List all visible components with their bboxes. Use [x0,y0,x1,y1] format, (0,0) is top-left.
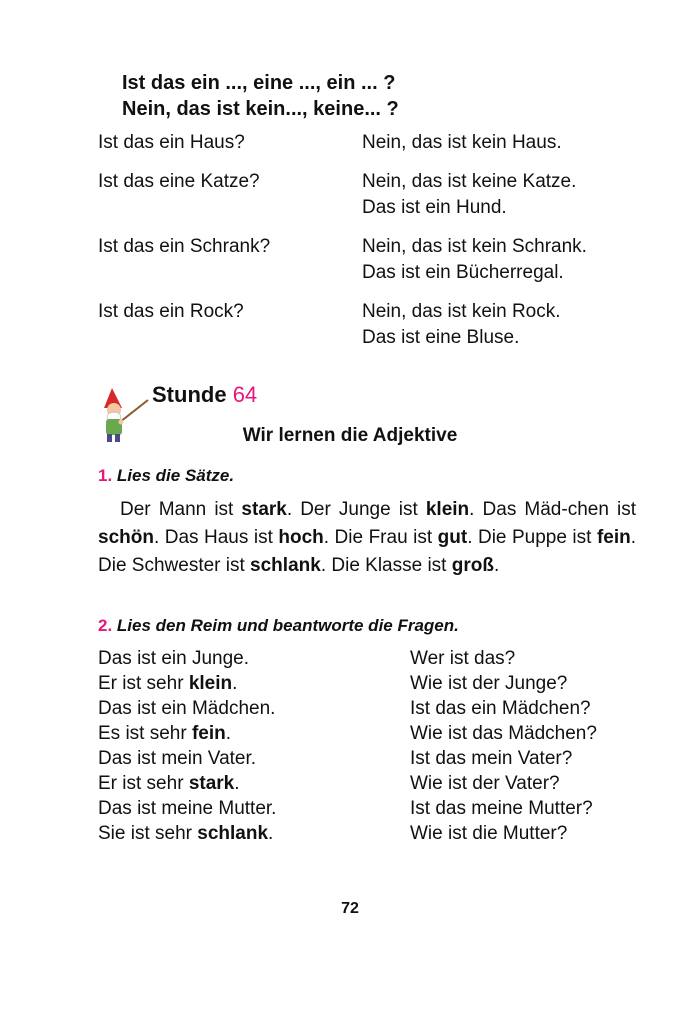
rhyme-line [98,821,410,846]
rhyme-row [98,671,658,696]
adjective: klein [425,499,470,520]
text-run: . Das Haus ist [153,527,279,548]
rhyme-question: Ist das mein Vater? [410,748,573,769]
qa-question: Ist das ein Rock? [98,301,244,322]
qa-row [98,299,658,351]
lesson-label: Stunde [152,382,227,407]
rhyme-row [98,821,658,846]
page-number: 72 [341,900,359,917]
rhyme-row [98,721,658,746]
rhyme-line [98,721,410,746]
rhyme-question: Wie ist der Vater? [410,773,560,794]
rhyme-table [98,646,658,846]
exercise-2-heading [98,616,459,636]
rhyme-row [98,646,658,671]
qa-answer-line: Nein, das ist kein Haus. [362,132,562,153]
adjective: fein [596,527,631,548]
text-run: Er ist sehr [98,773,189,794]
rhyme-question: Wie ist das Mädchen? [410,723,597,744]
text-run: . [234,773,240,794]
qa-answer [362,130,658,156]
rhyme-row [98,771,658,796]
text-run: . [493,555,500,576]
adjective: hoch [278,527,324,548]
exercise-title: Lies den Reim und beantworte die Fragen. [116,616,459,635]
qa-answer-line: Das ist ein Hund. [362,197,507,218]
lesson-number: 64 [232,382,258,407]
text-run: . Die Schwester ist [98,527,636,576]
adjective: stark [188,773,235,794]
qa-answer-line: Nein, das ist keine Katze. [362,171,577,192]
text-run: . [268,823,274,844]
adjective: stark [241,499,287,520]
adjective: fein [191,723,226,744]
pattern-line-1: Ist das ein ..., eine ..., ein ... ? [122,72,396,94]
rhyme-row [98,746,658,771]
adjective: klein [188,673,233,694]
text-run: . [232,673,238,694]
adjective: schlank [197,823,269,844]
qa-table [98,130,658,351]
qa-answer-line: Nein, das ist kein Rock. [362,301,561,322]
text-run: Das ist ein Junge. [98,648,250,669]
qa-answer-line: Das ist eine Bluse. [362,327,520,348]
text-run: . [225,723,232,744]
exercise-number: 1. [98,466,113,485]
text-run: . Die Frau ist [323,527,438,548]
exercise-1-heading [98,466,234,486]
qa-answer [362,234,658,286]
rhyme-question: Ist das ein Mädchen? [410,698,591,719]
adjective: schlank [250,555,321,576]
text-run: Das ist ein Mädchen. [98,698,276,719]
rhyme-question: Ist das meine Mutter? [410,798,593,819]
rhyme-question: Wer ist das? [410,648,516,669]
lesson-subtitle: Wir lernen die Adjektive [242,425,458,446]
qa-row [98,169,658,221]
rhyme-row [98,796,658,821]
rhyme-line [98,796,410,821]
rhyme-line [98,646,410,671]
qa-question: Ist das eine Katze? [98,171,260,192]
text-run: Es ist sehr [98,723,192,744]
qa-question: Ist das ein Schrank? [98,236,271,257]
text-run: Sie ist sehr [98,823,198,844]
qa-answer [362,169,658,221]
pattern-line-2: Nein, das ist kein..., keine... ? [122,98,399,120]
text-run: Das ist mein Vater. [98,748,257,769]
qa-row [98,130,658,156]
text-run: . Das Mäd-chen ist [469,499,636,520]
exercise-number: 2. [98,616,113,635]
exercise-title: Lies die Sätze. [116,466,235,485]
adjective: gut [437,527,468,548]
adjective: groß [451,555,494,576]
rhyme-line [98,671,410,696]
qa-answer-line: Das ist ein Bücherregal. [362,262,564,283]
rhyme-question: Wie ist die Mutter? [410,823,568,844]
qa-row [98,234,658,286]
text-run: . Die Puppe ist [467,527,597,548]
rhyme-row [98,696,658,721]
rhyme-line [98,746,410,771]
exercise-1-paragraph [98,496,636,580]
pattern-heading [122,70,399,122]
qa-answer-line: Nein, das ist kein Schrank. [362,236,587,257]
text-run: . Die Klasse ist [320,555,452,576]
adjective: schön [98,527,154,548]
text-run: Das ist meine Mutter. [98,798,277,819]
text-run: . Der Junge ist [286,499,426,520]
qa-question: Ist das ein Haus? [98,132,245,153]
qa-answer [362,299,658,351]
rhyme-line [98,696,410,721]
rhyme-question: Wie ist der Junge? [410,673,568,694]
text-run: Er ist sehr [98,673,189,694]
lesson-title [152,382,257,408]
text-run: Der Mann ist [120,499,242,520]
rhyme-line [98,771,410,796]
